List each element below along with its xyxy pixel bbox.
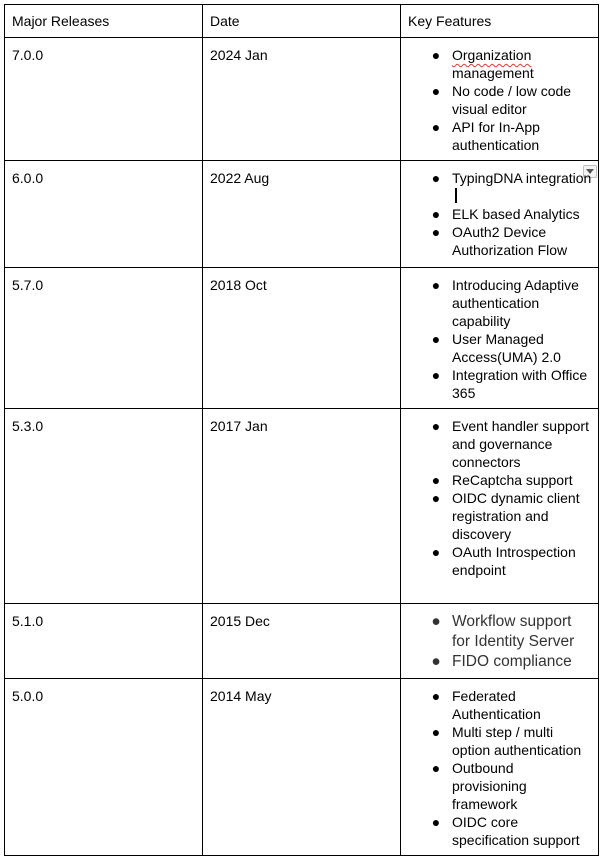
- bullet-icon: ●: [431, 206, 441, 222]
- table-row: [5, 604, 599, 679]
- features-cell[interactable]: [401, 604, 599, 679]
- list-item: ● OAuth2 Device Authorization Flow: [431, 224, 568, 258]
- bullet-icon: ●: [431, 277, 441, 293]
- list-item: ● Federated Authentication: [431, 688, 541, 722]
- list-item: ● OAuth Introspection endpoint: [431, 544, 576, 578]
- table-row: [5, 679, 599, 856]
- list-item: ● Outbound provisioning framework: [431, 760, 527, 812]
- header-key-features[interactable]: Key Features: [401, 5, 599, 38]
- bullet-icon: ●: [431, 472, 441, 488]
- bullet-icon: ●: [431, 653, 441, 670]
- header-row: [5, 5, 599, 38]
- list-item: ● No code / low code visual editor: [431, 83, 572, 117]
- release-cell[interactable]: 5.1.0: [5, 604, 203, 679]
- bullet-icon: ●: [431, 47, 441, 63]
- features-cell[interactable]: [401, 268, 599, 409]
- list-item: ● ELK based Analytics: [431, 206, 580, 222]
- bullet-icon: ●: [431, 367, 441, 383]
- list-item: ● OIDC core specification support: [431, 814, 580, 848]
- table-row: [5, 268, 599, 409]
- features-list: [408, 417, 592, 579]
- list-item: ● Introducing Adaptive authentication capability: [431, 277, 579, 329]
- release-cell[interactable]: 5.7.0: [5, 268, 203, 409]
- features-list: [408, 612, 592, 672]
- date-cell[interactable]: 2017 Jan: [203, 409, 401, 604]
- release-cell[interactable]: 5.0.0: [5, 679, 203, 856]
- bullet-icon: ●: [431, 418, 441, 434]
- bullet-icon: ●: [431, 331, 441, 347]
- list-item: ● TypingDNA integration: [452, 169, 592, 205]
- spellcheck-word: Organization: [452, 47, 532, 63]
- releases-table: [4, 4, 599, 856]
- date-cell[interactable]: 2015 Dec: [203, 604, 401, 679]
- release-cell[interactable]: 7.0.0: [5, 38, 203, 161]
- list-item: ● User Managed Access(UMA) 2.0: [431, 331, 561, 365]
- features-list: [408, 687, 592, 849]
- table-row: [5, 161, 599, 268]
- features-list: [408, 169, 592, 259]
- list-item: ● OIDC dynamic client registration and discovery: [431, 490, 580, 542]
- bullet-icon: ●: [431, 490, 441, 506]
- table-row: [5, 38, 599, 161]
- features-cell[interactable]: [401, 409, 599, 604]
- header-major-releases[interactable]: Major Releases: [5, 5, 203, 38]
- bullet-icon: ●: [431, 170, 441, 186]
- header-date[interactable]: Date: [203, 5, 401, 38]
- features-cell[interactable]: [401, 38, 599, 161]
- bullet-icon: ●: [431, 119, 441, 135]
- list-item: ● Workflow support for Identity Server: [431, 613, 575, 650]
- bullet-icon: ●: [431, 814, 441, 830]
- bullet-icon: ●: [431, 83, 441, 99]
- date-cell[interactable]: 2018 Oct: [203, 268, 401, 409]
- bullet-icon: ●: [431, 224, 441, 240]
- bullet-icon: ●: [431, 613, 441, 630]
- features-list: [408, 276, 592, 402]
- date-cell[interactable]: 2014 May: [203, 679, 401, 856]
- table-row: [5, 409, 599, 604]
- bullet-icon: ●: [431, 724, 441, 740]
- list-item: ● Multi step / multi option authentication: [431, 724, 582, 758]
- list-item: ● Event handler support and governance connectors: [431, 418, 589, 470]
- text-cursor: [455, 188, 457, 203]
- bullet-icon: ●: [431, 760, 441, 776]
- list-item: ● FIDO compliance: [431, 653, 572, 670]
- release-cell[interactable]: 5.3.0: [5, 409, 203, 604]
- date-cell[interactable]: 2022 Aug: [203, 161, 401, 268]
- features-list: [408, 46, 592, 154]
- list-item: ● Organization management: [431, 47, 534, 81]
- bullet-icon: ●: [431, 544, 441, 560]
- date-cell[interactable]: 2024 Jan: [203, 38, 401, 161]
- bullet-icon: ●: [431, 688, 441, 704]
- features-cell[interactable]: [401, 679, 599, 856]
- features-cell[interactable]: [401, 161, 599, 268]
- list-item: ● API for In-App authentication: [431, 119, 540, 153]
- list-item: ● ReCaptcha support: [431, 472, 573, 488]
- list-item: ● Integration with Office 365: [431, 367, 588, 401]
- release-cell[interactable]: 6.0.0: [5, 161, 203, 268]
